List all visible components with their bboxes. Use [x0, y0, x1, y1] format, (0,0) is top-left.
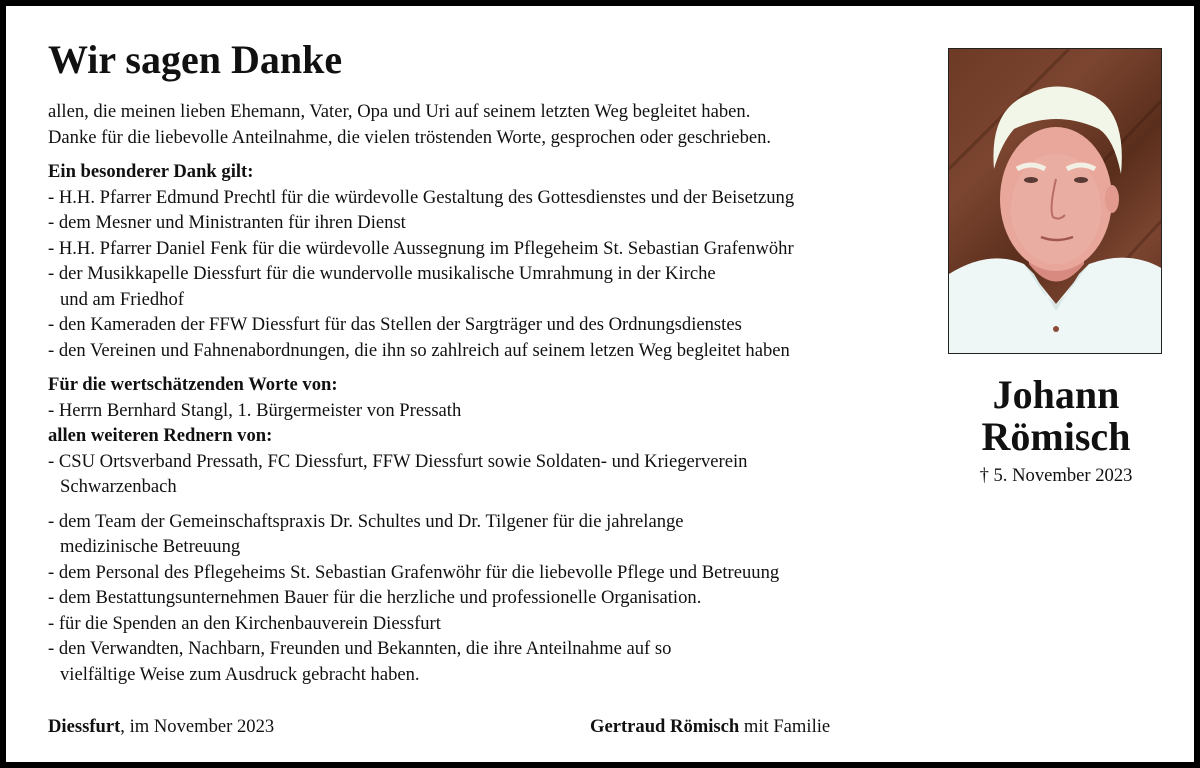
list-item: - CSU Ortsverband Pressath, FC Diessfurt, FFW Diessfurt sowie Soldaten- und Kriegerverein: [48, 450, 748, 472]
deceased-last-name: Römisch: [981, 414, 1131, 459]
deceased-first-name: Johann: [992, 372, 1120, 417]
list-item: - H.H. Pfarrer Daniel Fenk für die würdevolle Aussegnung im Pflegeheim St. Sebastian Grafenwöhr: [48, 237, 794, 259]
footer-date: , im November 2023: [120, 716, 275, 737]
list-item: - dem Bestattungsunternehmen Bauer für die herzliche und professionelle Organisation.: [48, 587, 702, 608]
section-heading-words: Für die wertschätzenden Worte von:: [48, 374, 338, 395]
section-heading-speakers: allen weiteren Rednern von:: [48, 425, 273, 446]
list-item: - für die Spenden an den Kirchenbauverein Diessfurt: [48, 612, 441, 634]
list-item: - dem Personal des Pflegeheims St. Sebastian Grafenwöhr für die liebevolle Pflege und Betreuung: [48, 561, 780, 583]
signer-name: Gertraud Römisch: [590, 716, 740, 737]
death-date: † 5. November 2023: [979, 465, 1133, 486]
list-item-continuation: Schwarzenbach: [60, 476, 177, 497]
list-item: - dem Mesner und Ministranten für ihren Dienst: [48, 212, 406, 233]
footer-signature: [590, 716, 830, 738]
section-heading-special-thanks: Ein besonderer Dank gilt:: [48, 161, 254, 182]
footer-place: Diessfurt: [48, 716, 121, 737]
list-item: - den Kameraden der FFW Diessfurt für das Stellen der Sargträger und des Ordnungsdienstes: [48, 314, 742, 335]
footer-place-date: [48, 716, 274, 738]
page-title: Wir sagen Danke: [48, 37, 343, 82]
list-item: - der Musikkapelle Diessfurt für die wundervolle musikalische Umrahmung in der Kirche: [48, 263, 716, 284]
list-item-continuation: medizinische Betreuung: [60, 536, 241, 557]
portrait-photo: [948, 48, 1162, 354]
deceased-name: [936, 374, 1176, 458]
list-item-continuation: vielfältige Weise zum Ausdruck gebracht haben.: [60, 663, 420, 685]
list-item: - H.H. Pfarrer Edmund Prechtl für die würdevolle Gestaltung des Gottesdienstes und der Beisetzung: [48, 186, 795, 208]
intro-line: allen, die meinen lieben Ehemann, Vater, Opa und Uri auf seinem letzten Weg begleitet haben.: [48, 101, 751, 122]
signer-suffix: mit Familie: [739, 716, 831, 737]
list-item-continuation: und am Friedhof: [60, 288, 184, 310]
body-text: [48, 99, 928, 687]
list-item: - Herrn Bernhard Stangl, 1. Bürgermeister von Pressath: [48, 399, 462, 421]
list-item: - den Vereinen und Fahnenabordnungen, die ihn so zahlreich auf seinem letzen Weg begleitet haben: [48, 339, 790, 361]
intro-line: Danke für die liebevolle Anteilnahme, die vielen tröstenden Worte, gesprochen oder geschrieben.: [48, 126, 772, 148]
list-item: - dem Team der Gemeinschaftspraxis Dr. Schultes und Dr. Tilgener für die jahrelange: [48, 510, 684, 532]
list-item: - den Verwandten, Nachbarn, Freunden und Bekannten, die ihre Anteilnahme auf so: [48, 638, 672, 659]
